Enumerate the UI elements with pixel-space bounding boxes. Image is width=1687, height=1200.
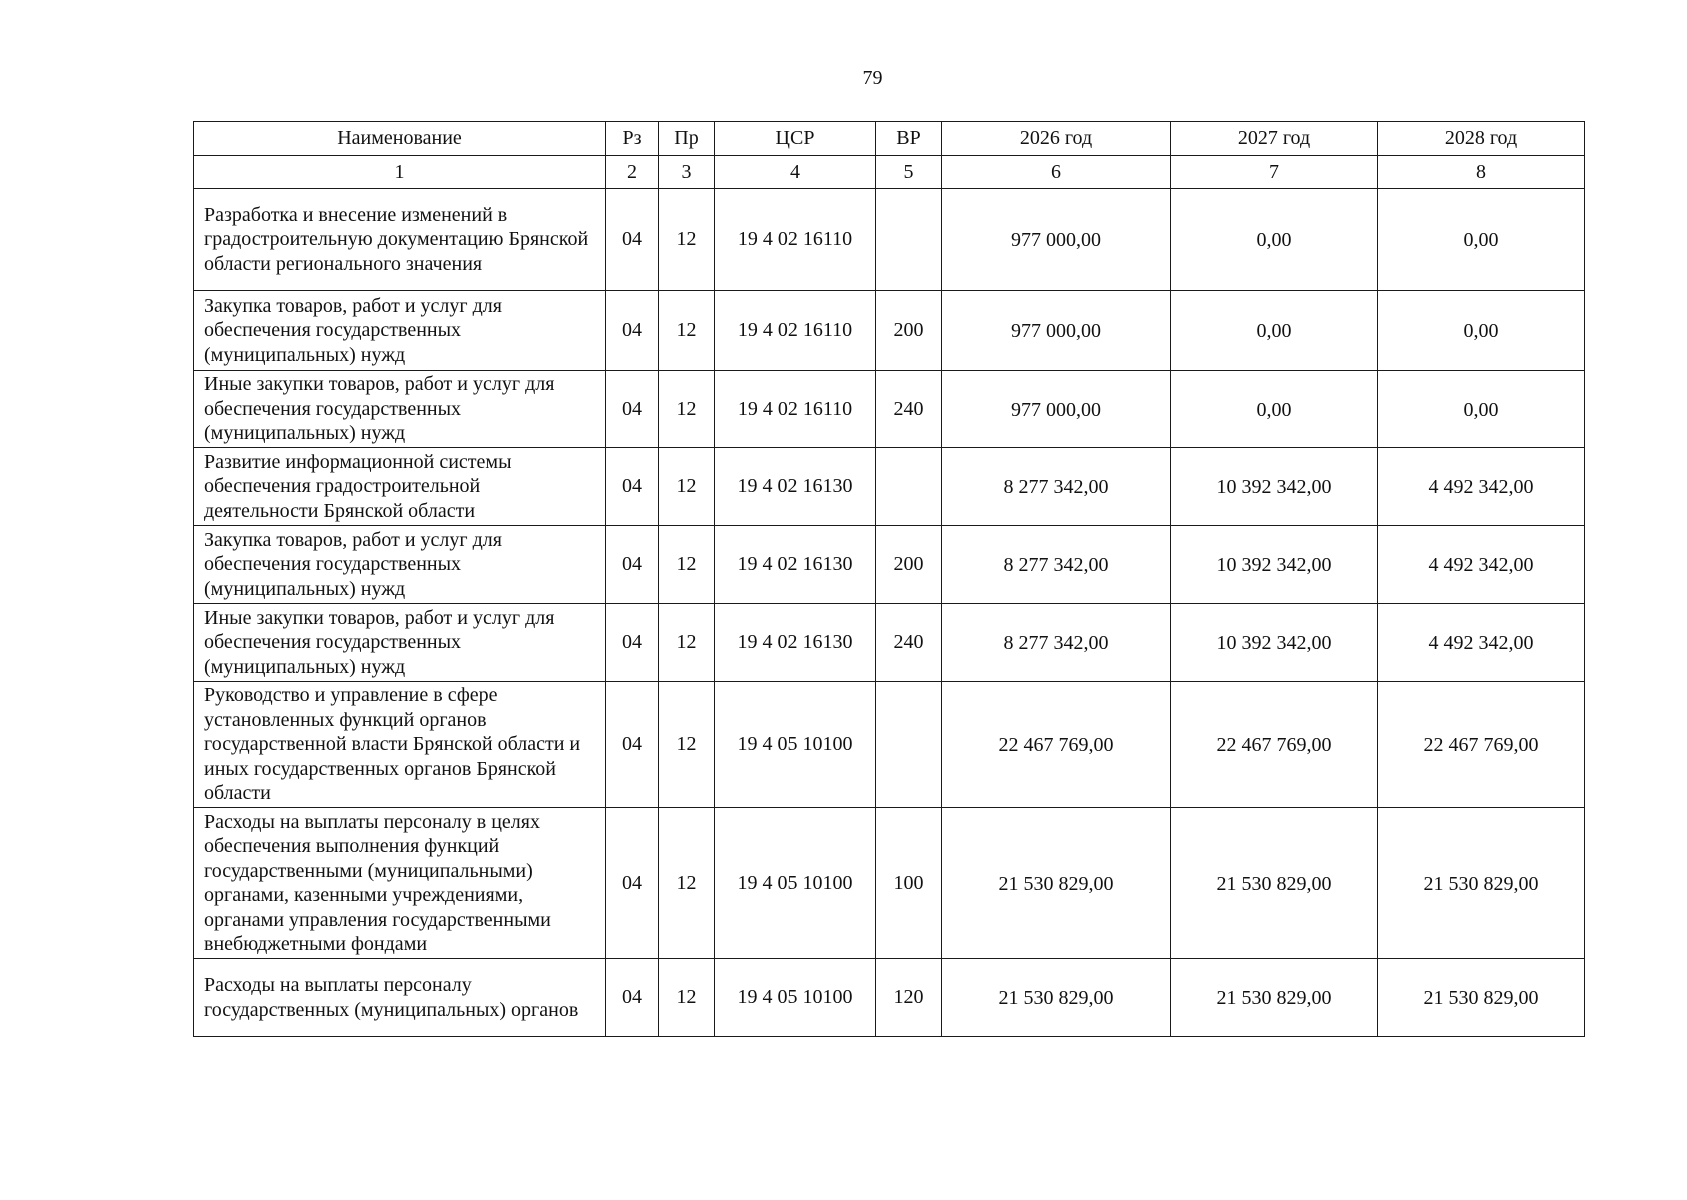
row-name: Развитие информационной системы обеспечения градостроительной деятельности Брянской области <box>194 448 606 526</box>
row-rz: 04 <box>606 604 659 682</box>
column-number: 7 <box>1171 156 1378 189</box>
row-2028: 4 492 342,00 <box>1378 526 1585 604</box>
row-2028: 4 492 342,00 <box>1378 448 1585 526</box>
column-number-row <box>194 156 1585 189</box>
column-number: 1 <box>194 156 606 189</box>
row-csr: 19 4 02 16110 <box>715 291 876 371</box>
row-csr: 19 4 05 10100 <box>715 682 876 808</box>
table-row <box>194 682 1585 808</box>
row-name: Расходы на выплаты персоналу в целях обеспечения выполнения функций государственными (муниципальными) органами, казенными учреждениями, органами управления государственными внебюджетными фондами <box>194 808 606 959</box>
row-2027: 22 467 769,00 <box>1171 682 1378 808</box>
row-pr: 12 <box>659 526 715 604</box>
row-2026: 21 530 829,00 <box>942 808 1171 959</box>
row-2028: 0,00 <box>1378 189 1585 291</box>
row-2028: 0,00 <box>1378 371 1585 448</box>
row-2026: 977 000,00 <box>942 371 1171 448</box>
row-2026: 8 277 342,00 <box>942 448 1171 526</box>
row-2027: 21 530 829,00 <box>1171 808 1378 959</box>
row-vr <box>876 448 942 526</box>
column-number: 6 <box>942 156 1171 189</box>
table-row <box>194 371 1585 448</box>
row-2027: 0,00 <box>1171 291 1378 371</box>
row-name: Руководство и управление в сфере установленных функций органов государственной власти Брянской области и иных государственных органов Брянской области <box>194 682 606 808</box>
row-csr: 19 4 02 16110 <box>715 189 876 291</box>
row-rz: 04 <box>606 682 659 808</box>
column-number: 2 <box>606 156 659 189</box>
row-csr: 19 4 02 16110 <box>715 371 876 448</box>
page-number: 79 <box>862 67 883 89</box>
table-row <box>194 604 1585 682</box>
row-2027: 10 392 342,00 <box>1171 526 1378 604</box>
row-name: Разработка и внесение изменений в градостроительную документацию Брянской области регионального значения <box>194 189 606 291</box>
header-vr: ВР <box>876 122 942 156</box>
row-pr: 12 <box>659 959 715 1037</box>
row-2026: 22 467 769,00 <box>942 682 1171 808</box>
table-row <box>194 189 1585 291</box>
column-number: 4 <box>715 156 876 189</box>
row-2027: 0,00 <box>1171 189 1378 291</box>
row-rz: 04 <box>606 959 659 1037</box>
row-pr: 12 <box>659 808 715 959</box>
header-pr: Пр <box>659 122 715 156</box>
row-pr: 12 <box>659 448 715 526</box>
row-name: Закупка товаров, работ и услуг для обеспечения государственных (муниципальных) нужд <box>194 291 606 371</box>
row-vr: 240 <box>876 371 942 448</box>
row-2026: 8 277 342,00 <box>942 604 1171 682</box>
row-vr: 200 <box>876 291 942 371</box>
table-row <box>194 808 1585 959</box>
header-2028: 2028 год <box>1378 122 1585 156</box>
row-name: Иные закупки товаров, работ и услуг для обеспечения государственных (муниципальных) нужд <box>194 604 606 682</box>
row-2028: 22 467 769,00 <box>1378 682 1585 808</box>
table-row <box>194 448 1585 526</box>
row-rz: 04 <box>606 371 659 448</box>
row-name: Расходы на выплаты персоналу государственных (муниципальных) органов <box>194 959 606 1037</box>
row-vr <box>876 189 942 291</box>
header-row <box>194 122 1585 156</box>
row-pr: 12 <box>659 371 715 448</box>
row-csr: 19 4 02 16130 <box>715 526 876 604</box>
row-2028: 4 492 342,00 <box>1378 604 1585 682</box>
column-number: 3 <box>659 156 715 189</box>
row-2028: 0,00 <box>1378 291 1585 371</box>
table-row <box>194 526 1585 604</box>
row-vr: 120 <box>876 959 942 1037</box>
row-rz: 04 <box>606 526 659 604</box>
row-vr: 240 <box>876 604 942 682</box>
row-2027: 21 530 829,00 <box>1171 959 1378 1037</box>
row-2028: 21 530 829,00 <box>1378 959 1585 1037</box>
header-name: Наименование <box>194 122 606 156</box>
table-row <box>194 959 1585 1037</box>
header-csr: ЦСР <box>715 122 876 156</box>
row-pr: 12 <box>659 682 715 808</box>
header-2027: 2027 год <box>1171 122 1378 156</box>
row-name: Иные закупки товаров, работ и услуг для обеспечения государственных (муниципальных) нужд <box>194 371 606 448</box>
row-2027: 0,00 <box>1171 371 1378 448</box>
row-vr: 200 <box>876 526 942 604</box>
row-name: Закупка товаров, работ и услуг для обеспечения государственных (муниципальных) нужд <box>194 526 606 604</box>
row-rz: 04 <box>606 808 659 959</box>
row-csr: 19 4 02 16130 <box>715 448 876 526</box>
header-2026: 2026 год <box>942 122 1171 156</box>
column-number: 5 <box>876 156 942 189</box>
row-2027: 10 392 342,00 <box>1171 604 1378 682</box>
row-rz: 04 <box>606 448 659 526</box>
row-pr: 12 <box>659 604 715 682</box>
row-pr: 12 <box>659 291 715 371</box>
row-pr: 12 <box>659 189 715 291</box>
row-csr: 19 4 02 16130 <box>715 604 876 682</box>
row-rz: 04 <box>606 291 659 371</box>
row-2028: 21 530 829,00 <box>1378 808 1585 959</box>
row-vr <box>876 682 942 808</box>
row-2026: 21 530 829,00 <box>942 959 1171 1037</box>
table-row <box>194 291 1585 371</box>
budget-table <box>193 121 1585 1037</box>
row-rz: 04 <box>606 189 659 291</box>
column-number: 8 <box>1378 156 1585 189</box>
row-csr: 19 4 05 10100 <box>715 959 876 1037</box>
row-2027: 10 392 342,00 <box>1171 448 1378 526</box>
row-vr: 100 <box>876 808 942 959</box>
row-2026: 8 277 342,00 <box>942 526 1171 604</box>
row-2026: 977 000,00 <box>942 189 1171 291</box>
row-csr: 19 4 05 10100 <box>715 808 876 959</box>
header-rz: Рз <box>606 122 659 156</box>
row-2026: 977 000,00 <box>942 291 1171 371</box>
